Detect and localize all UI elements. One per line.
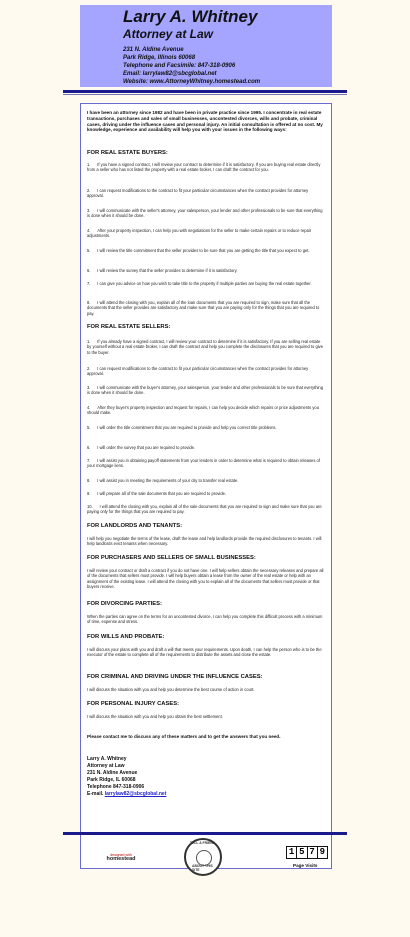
divorce-text: When the parties can agree on the terms for an uncontested divorce, I can help you complete this difficult process with a minimum of time, expense and stress.: [87, 614, 323, 625]
intro-paragraph: I have been an attorney since 1982 and have been in private practice since 1995. I concentrate in real estate transactions, purchases and sales of small businesses, uncontested divorces, wills and probate, criminal cases, driving under the influence cases and personal injury. An initial consultation is offered at no cost. My knowledge, experience and availability will help you with your issues in the following ways:: [87, 110, 323, 133]
buyers-item-1: 1. If you have a signed contract, I will review your contract to determine if it is satisfactory. If you are buying real estate directly from a seller who has not listed the property with a real estate broker, I can draft the contract for you.: [87, 162, 321, 173]
heading-wills: FOR WILLS AND PROBATE:: [87, 634, 165, 640]
header-email: Email: larrylaw82@sbcglobal.net: [123, 71, 217, 77]
bottom-divider: [63, 832, 347, 835]
header-website: Website: www.AttorneyWhitney.homestead.com: [123, 79, 261, 85]
counter-digit: 1: [288, 847, 295, 857]
heading-injury: FOR PERSONAL INJURY CASES:: [87, 701, 180, 707]
buyers-item-6: 6. I will review the survey that the seller provides to determine if it is satisfactory.: [87, 268, 238, 273]
heading-criminal: FOR CRIMINAL AND DRIVING UNDER THE INFLUENCE CASES:: [87, 674, 263, 680]
sellers-item-6: 6. I will order the survey that you are required to provide.: [87, 445, 196, 450]
buyers-item-2: 2. I can request modifications to the contract to fit your particular circumstances when the contract provides for attorney approval.: [87, 188, 309, 199]
sellers-item-5: 5. I will order the title commitment that you are required to provide and help you correct title problems.: [87, 425, 277, 430]
buyers-item-4: 4. After your property inspection, I can help you with negotiations for the seller to make certain repairs or to reduce repair adjustments.: [87, 228, 312, 239]
buyers-item-5: 5. I will review the title commitment that the seller provides to be sure that you are getting the title that you expect to get.: [87, 248, 310, 253]
top-divider-thin: [63, 94, 347, 95]
designed-with-text: designed with: [110, 853, 132, 857]
contact-address2: Park Ridge, IL 60068: [87, 777, 136, 783]
counter-digit: 5: [299, 847, 305, 857]
heading-landlords: FOR LANDLORDS AND TENANTS:: [87, 523, 183, 529]
contact-phone: Telephone 847-318-0906: [87, 784, 145, 790]
content-panel: [80, 103, 332, 869]
contact-name: Larry A. Whitney: [87, 756, 127, 762]
top-divider: [63, 90, 347, 93]
wills-text: I will discuss your plans with you and draft a will that meets your requirements. Upon death, I can help the person who is to be the executor of the estate to complete all of the requirements to distribute the assets and close the estate.: [87, 647, 322, 658]
closing-paragraph: Please contact me to discuss any of these matters and to get the answers that you need.: [87, 734, 281, 739]
contact-email-link[interactable]: larrylaw82@sbcglobal.net: [104, 791, 167, 797]
counter-digit: 7: [309, 847, 315, 857]
buyers-item-8: 8. I will attend the closing with you, explain all of the loan documents that you are required to sign, make sure that all the documents that the seller provides are satisfactory and make sure that you are paying only for the things that you are required to pay.: [87, 300, 320, 316]
attorney-title: Attorney at Law: [123, 27, 214, 41]
injury-text: I will discuss the situation with you and help you obtain the best settlement.: [87, 714, 223, 719]
counter-digit: 9: [319, 847, 326, 857]
contact-title: Attorney at Law: [87, 763, 125, 769]
sellers-item-10: 10. I will attend the closing with you, explain all of the sale documents that you are required to sign and make sure that you are paying only for the things that you are required to pay.: [87, 504, 322, 515]
sellers-item-1: 1. If you already have a signed contract, I will review your contract to determine if it is satisfactory. If you are selling real estate by yourself without a real estate broker, I can draft the contract and help you complete the disclosures that you are required to give to the buyer.: [87, 339, 323, 355]
sellers-item-9: 9. I will prepare all of the sale documents that you are required to provide.: [87, 491, 227, 496]
header-address1: 231 N. Aldine Avenue: [123, 47, 184, 53]
heading-buyers: FOR REAL ESTATE BUYERS:: [87, 150, 168, 156]
header-phone: Telephone and Facsimile: 847-318-0906: [123, 63, 236, 69]
heading-sellers: FOR REAL ESTATE SELLERS:: [87, 324, 171, 330]
sellers-item-4: 4. After they buyer's property inspection and request for repairs, I can help you decide which repairs or price adjustments you should make.: [87, 405, 319, 416]
sellers-item-3: 3. I will communicate with the buyer's attorney, your salesperson, your lender and other professionals to be sure that everything is done when it should be done.: [87, 385, 323, 396]
sellers-item-8: 8. I will assist you in meeting the requirements of your city to transfer real estate.: [87, 478, 239, 483]
heading-divorce: FOR DIVORCING PARTIES:: [87, 601, 162, 607]
tell-a-friend-badge[interactable]: [184, 838, 222, 876]
business-text: I will review your contract or draft a contract if you do not have one. I will help sellers obtain the necessary releases and prepare all of the documents that sellers must provide. I will help buyers obtain a lease from the owner of the real estate or help with an assignment of the existing lease. I will attend the closing with you to explain all of the documents that sellers must provide or that buyers receive.: [87, 568, 324, 589]
buyers-item-7: 7. I can give you advice on how you wish to take title to the property if multiple parties are buying the real estate together.: [87, 281, 312, 286]
contact-email-label: E-mail.: [87, 791, 104, 797]
attorney-name: Larry A. Whitney: [123, 7, 258, 26]
header-address2: Park Ridge, Illinois 60068: [123, 55, 196, 61]
buyers-item-3: 3. I will communicate with the seller's attorney, your salesperson, your lender and other professionals to be sure that everything is done when it should be done.: [87, 208, 323, 219]
tell-a-friend-text: TELL A FRIEND: [190, 841, 216, 845]
about-site-text: ABOUT THIS SITE: [192, 864, 213, 872]
letterhead: [80, 5, 332, 87]
homestead-badge[interactable]: [105, 853, 137, 861]
sellers-item-7: 7. I will assist you in obtaining payoff statements from your lenders in order to determine what is required to obtain releases of your mortgage liens.: [87, 458, 320, 469]
page-visit-counter: [286, 846, 328, 859]
sellers-item-2: 2. I can request modifications to the contract to fit your particular circumstances when the contract provides for attorney approval.: [87, 366, 309, 377]
page-visits-label: Page Visits: [293, 863, 318, 868]
contact-email-row: [87, 791, 166, 798]
homestead-logo-text: homestead: [106, 856, 136, 862]
contact-address1: 231 N. Aldine Avenue: [87, 770, 138, 776]
landlords-text: I will help you negotiate the terms of the lease, draft the lease and help landlords provide the required disclosures to tenants. I will help landlords evict tenants when necessary.: [87, 536, 322, 547]
heading-business: FOR PURCHASERS AND SELLERS OF SMALL BUSINESSES:: [87, 555, 256, 561]
criminal-text: I will discuss the situation with you and help you determine the best course of action in court.: [87, 687, 255, 692]
